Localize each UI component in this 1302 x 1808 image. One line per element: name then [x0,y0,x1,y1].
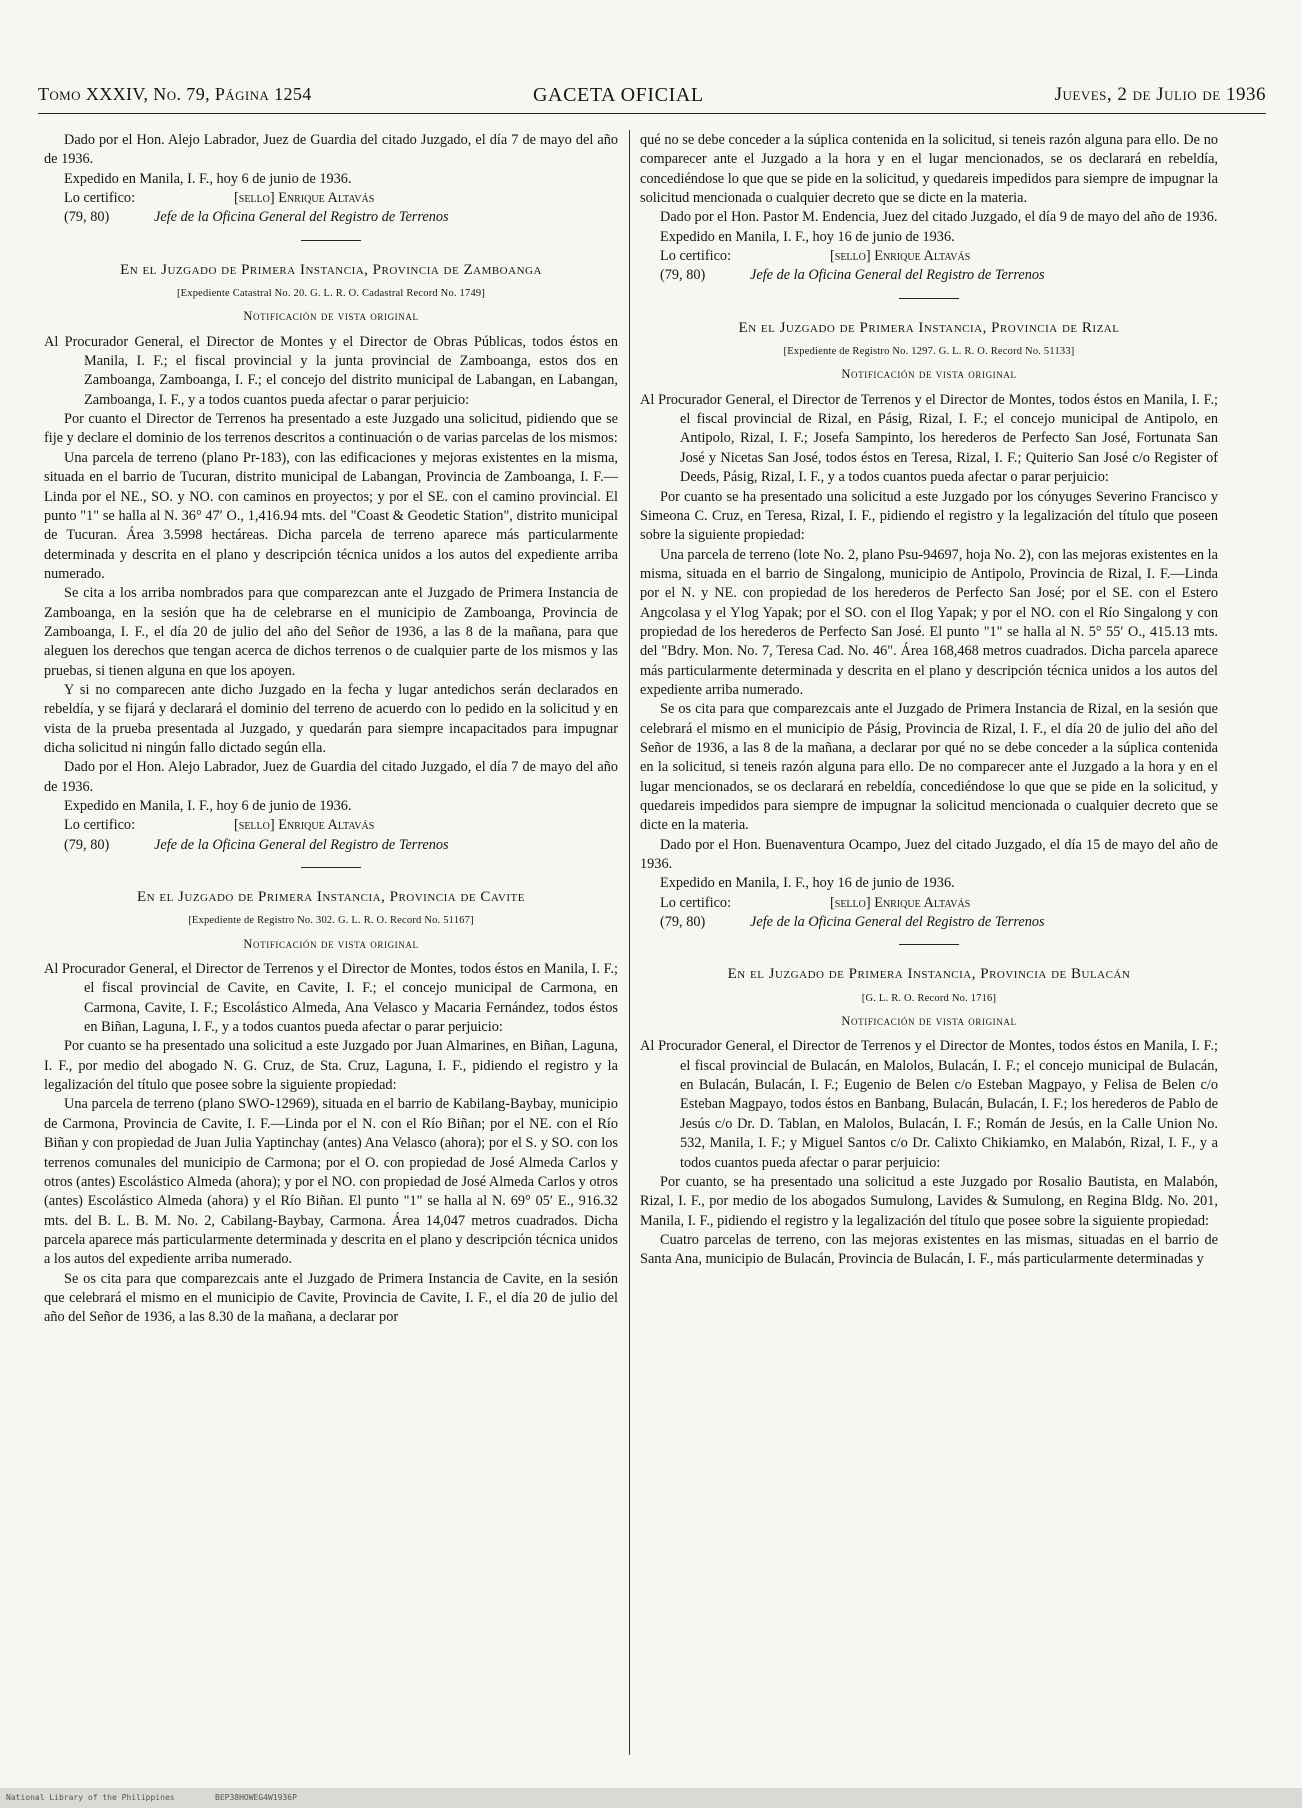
bulacan-expediente: [G. L. R. O. Record No. 1716] [861,992,997,1004]
cert-label: Lo certifico: [64,190,136,207]
cert-value: [sello] Enrique Altavás [234,817,375,834]
header-title: GACETA OFICIAL [533,84,704,106]
intro-expedido: Expedido en Manila, I. F., hoy 6 de junio de 1936. [64,170,352,187]
notice-number: (79, 80) [660,914,706,931]
signature-title: Jefe de la Oficina General del Registro de Terrenos [750,267,1045,284]
footer-library: National Library of the Philippines [6,1793,175,1802]
rizal-notice-heading: Notificación de vista original [841,367,1017,382]
rizal-expediente: [Expediente de Registro No. 1297. G. L. R. O. Record No. 51133] [783,346,1075,358]
zamboanga-expediente: [Expediente Catastral No. 20. G. L. R. O. Cadastral Record No. 1749] [176,288,486,300]
cert-value: [sello] Enrique Altavás [234,190,375,207]
section-separator [301,240,361,241]
zamboanga-p2: Una parcela de terreno (plano Pr-183), con las edificaciones y mejoras existentes en la misma, situada en el barrio de Tucuran, distrito municipal de Labangan, Provincia de Zamboanga, I. F.—Linda por el NE., SO. y NO. con caminos en proyectos; y por el SE. con el camino provincial. El punto "1" se halla al N. 36° 47′ O., 1,416.94 mts. del "Coast & Geodetic Station", distrito municipal de Tucuran. Área 3.5998 hectáreas. Dicha parcela de terreno aparece más particularmente determinada y descrita en el plano y descripción técnica unidos a los autos del expediente arriba numerado. [44,449,618,582]
footer-code: BEP38HOWEG4W1936P [215,1793,297,1802]
page-header [38,84,1266,114]
cavite-signature [640,266,1218,285]
header-rule [38,113,1266,114]
zamboanga-title: En el Juzgado de Primera Instancia, Provincia de Zamboanga [120,261,542,278]
signature-title: Jefe de la Oficina General del Registro de Terrenos [154,836,449,853]
cavite-expediente: [Expediente de Registro No. 302. G. L. R. O. Record No. 51167] [188,915,474,927]
notice-number: (79, 80) [64,836,110,853]
cavite-p1: Por cuanto se ha presentado una solicitud a este Juzgado por Juan Almarines, en Biñan, Laguna, I. F., por medio del abogado N. G. Cruz, de Sta. Cruz, Laguna, I. F., pidiendo el registro y la legalización del título que posee sobre la siguiente propiedad: [44,1038,618,1094]
rizal-certification [640,894,1218,913]
column-divider [629,130,630,1755]
cert-value: [sello] Enrique Altavás [830,248,971,265]
cert-value: [sello] Enrique Altavás [830,894,971,911]
bulacan-address: Al Procurador General, el Director de Terrenos y el Director de Montes, todos éstos en Manila, I. F.; el fiscal provincial de Bulacán, en Malolos, Bulacán, I. F.; el concejo municipal de Bulacán, en Bulacán, Bulacán, I. F.; Eugenio de Belen c/o Esteban Magpayo, y Felisa de Belen c/o Esteban Magpayo, todos éstos en Banbang, Bulacán, Bulacán, I. F.; los herederos de Pablo de Jesús c/o Dr. D. Tablan, en Malolos, Bulacán, I. F.; Román de Jesús, en la Calle Union No. 532, Manila, I. F.; y Miguel Santos c/o Dr. Calixto Chikiamko, en Malabón, Rizal, I. F., y a todos cuantos pueda afectar o parar perjuicio: [640,1038,1218,1171]
zamboanga-certification [44,816,618,835]
bulacan-p2: Cuatro parcelas de terreno, con las mejoras existentes en las mismas, situadas en el barrio de Santa Ana, municipio de Bulacán, Provincia de Bulacán, I. F., más particularmente determinadas y [640,1231,1218,1268]
cavite-certification [640,247,1218,266]
rizal-p4: Dado por el Hon. Buenaventura Ocampo, Juez del citado Juzgado, el día 15 de mayo del año de 1936. [640,836,1218,873]
bulacan-notice-heading: Notificación de vista original [841,1014,1017,1029]
zamboanga-p6: Expedido en Manila, I. F., hoy 6 de junio de 1936. [64,798,352,814]
cert-label: Lo certifico: [64,817,136,834]
rizal-p2: Una parcela de terreno (lote No. 2, plano Psu-94697, hoja No. 2), con las mejoras existentes en la misma, situada en el barrio de Singalong, municipio de Antipolo, Provincia de Rizal, I. F.—Linda por el N. y NE. con propiedad de los herederos de Perfecto San José; por el SE. con el Estero Angcolasa y el Ylog Yapak; por el SO. con el Ilog Yapak; y por el NO. con el Río Singalong y con propiedad de los herederos de Perfecto San José. El punto "1" se halla al N. 5° 55′ O., 415.13 mts. del "Bdry. Mon. No. 7, Teresa Cad. No. 46". Área 168,468 metros cuadrados. Dicha parcela aparece más particularmente determinada y descrita en el plano y descripción técnica unidos a los autos del expediente arriba numerado. [640,546,1218,698]
zamboanga-signature [44,836,618,855]
rizal-p3: Se os cita para que comparezcais ante el Juzgado de Primera Instancia de Rizal, en la sesión que celebrará el mismo en el municipio de Pásig, Provincia de Rizal, I. F., el día 20 de julio del año del Señor de 1936, a las 8 de la mañana, a declarar por qué no se debe conceder a la súplica contenida en la solicitud, si teneis razón alguna para ello. De no comparecer ante el Juzgado a la hora y en el lugar mencionados, se os declarará en rebeldía, concediéndose lo que que se pide en la solicitud, y quedareis impedidos para siempre de impugnar la solicitud mencionada o cualquier decreto que se dicte en la materia. [640,701,1218,834]
notice-number: (79, 80) [660,267,706,284]
cavite-title: En el Juzgado de Primera Instancia, Provincia de Cavite [137,889,525,906]
zamboanga-p3: Se cita a los arriba nombrados para que comparezcan ante el Juzgado de Primera Instancia de Zamboanga, en la sesión que ha de celebrarse en el municipio de Zamboanga, Provincia de Zamboanga, I. F., el día 20 de julio del año del Señor de 1936, a las 8 de la mañana, para que aleguen los derechos que tengan acerca de dichos terrenos o de cualquier parte de los mismos y las pruebas, si tienen alguna en que los apoyen. [44,585,618,679]
bulacan-p1: Por cuanto, se ha presentado una solicitud a este Juzgado por Rosalio Bautista, en Malabón, Rizal, I. F., por medio de los abogados Sumulong, Lavides & Sumulong, en Regina Bldg. No. 201, Manila, I. F., pidiendo el registro y la legalización del título que posee sobre la siguiente propiedad: [640,1173,1218,1229]
cert-label: Lo certifico: [660,894,732,911]
cavite-address: Al Procurador General, el Director de Terrenos y el Director de Montes, todos éstos en Manila, I. F.; el fiscal provincial de Cavite, en Cavite, I. F.; el concejo municipal de Carmona, en Carmona, Cavite, I. F.; Escolástico Almeda, Ana Velasco y Macaria Fernández, todos éstos en Biñan, Laguna, I. F., y a todos cuantos pueda afectar o parar perjuicio: [44,961,618,1036]
cavite-expedido: Expedido en Manila, I. F., hoy 16 de junio de 1936. [660,228,955,245]
right-column [640,131,1218,1270]
header-volume: Tomo XXXIV, No. 79, Página 1254 [38,84,312,104]
zamboanga-p1: Por cuanto el Director de Terrenos ha presentado a este Juzgado una solicitud, pidiendo que se fije y declare el dominio de los terrenos descritos a continuación o de varias parcelas de los mismos: [44,411,618,447]
rizal-address: Al Procurador General, el Director de Terrenos y el Director de Montes, todos éstos en Manila, I. F.; el fiscal provincial de Rizal, en Pásig, Rizal, I. F.; el concejo municipal de Antipolo, en Antipolo, Rizal, I. F.; Josefa Sampinto, los herederos de Perfecto San José, Fortunata San José y Nicetas San José, todos éstos en Teresa, Rizal, I. F.; Quiterio San José c/o Register of Deeds, Pásig, Rizal, I. F., y a todos cuantos pueda afectar o parar perjuicio: [640,391,1218,486]
header-date: Jueves, 2 de Julio de 1936 [1054,84,1266,105]
left-column [44,131,618,1328]
intro-dado: Dado por el Hon. Alejo Labrador, Juez de Guardia del citado Juzgado, el día 7 de mayo del año de 1936. [44,132,618,168]
section-separator [899,944,959,945]
rizal-title: En el Juzgado de Primera Instancia, Provincia de Rizal [738,319,1120,336]
scan-footer [0,1788,1302,1808]
intro-signature [44,208,618,227]
notice-number: (79, 80) [64,209,110,226]
signature-title: Jefe de la Oficina General del Registro de Terrenos [750,914,1045,931]
cavite-notice-heading: Notificación de vista original [243,936,419,951]
zamboanga-p5: Dado por el Hon. Alejo Labrador, Juez de Guardia del citado Juzgado, el día 7 de mayo del año de 1936. [44,759,618,795]
rizal-signature [640,913,1218,932]
intro-certification [44,189,618,208]
bulacan-title: En el Juzgado de Primera Instancia, Provincia de Bulacán [727,966,1131,983]
rizal-p1: Por cuanto se ha presentado una solicitud a este Juzgado por los cónyuges Severino Francisco y Simeona C. Cruz, en Teresa, Rizal, I. F., pidiendo el registro y la legalización del título que poseen sobre la siguiente propiedad: [640,488,1218,544]
section-separator [899,298,959,299]
cavite-p3: Se os cita para que comparezcais ante el Juzgado de Primera Instancia de Cavite, en la sesión que celebrará el mismo en el municipio de Cavite, Provincia de Cavite, I. F., el día 20 de julio del año del Señor de 1936, a las 8.30 de la mañana, a declarar por [44,1270,618,1326]
zamboanga-address: Al Procurador General, el Director de Montes y el Director de Obras Públicas, todos éstos en Manila, I. F.; el fiscal provincial y la junta provincial de Zamboanga, estos dos en Zamboanga, Zamboanga, I. F.; el concejo del distrito municipal de Labangan, en Labangan, Zamboanga, I. F., y a todos cuantos pueda afectar o parar perjuicio: [44,333,618,408]
rizal-p5: Expedido en Manila, I. F., hoy 16 de junio de 1936. [660,875,955,892]
zamboanga-notice-heading: Notificación de vista original [243,309,419,324]
signature-title: Jefe de la Oficina General del Registro de Terrenos [154,209,449,226]
zamboanga-p4: Y si no comparecen ante dicho Juzgado en la fecha y lugar antedichos serán declarados en rebeldía, y se fijará y declarará el dominio del terreno de acuerdo con lo pedido en la solicitud y en vista de la prueba presentada al Juzgado, y quedarán para siempre incapacitados para impugnar dicha solicitud ni ningún fallo dictado según ella. [44,681,618,756]
cavite-dado: Dado por el Hon. Pastor M. Endencia, Juez del citado Juzgado, el día 9 de mayo del año de 1936. [660,209,1218,226]
cert-label: Lo certifico: [660,248,732,265]
cavite-continuation: qué no se debe conceder a la súplica contenida en la solicitud, si teneis razón alguna para ello. De no comparecer ante el Juzgado a la hora y en el lugar mencionados, se os declarará en rebeldía, concediéndose lo que que se pide en la solicitud, y quedareis impedidos para siempre de impugnar la solicitud mencionada o cualquier decreto que se dicte en la materia. [640,132,1218,207]
section-separator [301,867,361,868]
cavite-p2: Una parcela de terreno (plano SWO-12969), situada en el barrio de Kabilang-Baybay, municipio de Carmona, Provincia de Cavite, I. F.—Linda por el N. con el Río Biñan; por el NE. con el Río Biñan y con propiedad de Juan Julia Yaptinchay (antes) Ana Velasco (ahora); por el S. y SO. con los terrenos comunales del municipio de Carmona; por el O. con propiedad de José Almeda Carlos y otros (antes) Escolástico Almeda (ahora); y por el NO. con propiedad de José Almeda Carlos y otros (antes) Escolástico Almeda (ahora) y el Río Biñan. El punto "1" se halla al N. 69° 05′ E., 916.32 mts. del B. L. B. M. No. 2, Cabilang-Baybay, Carmona. Área 14,047 metros cuadrados. Dicha parcela aparece más particularmente determinada y descrita en el plano y descripción técnica unidos a los autos del expediente arriba numerado. [44,1096,618,1268]
